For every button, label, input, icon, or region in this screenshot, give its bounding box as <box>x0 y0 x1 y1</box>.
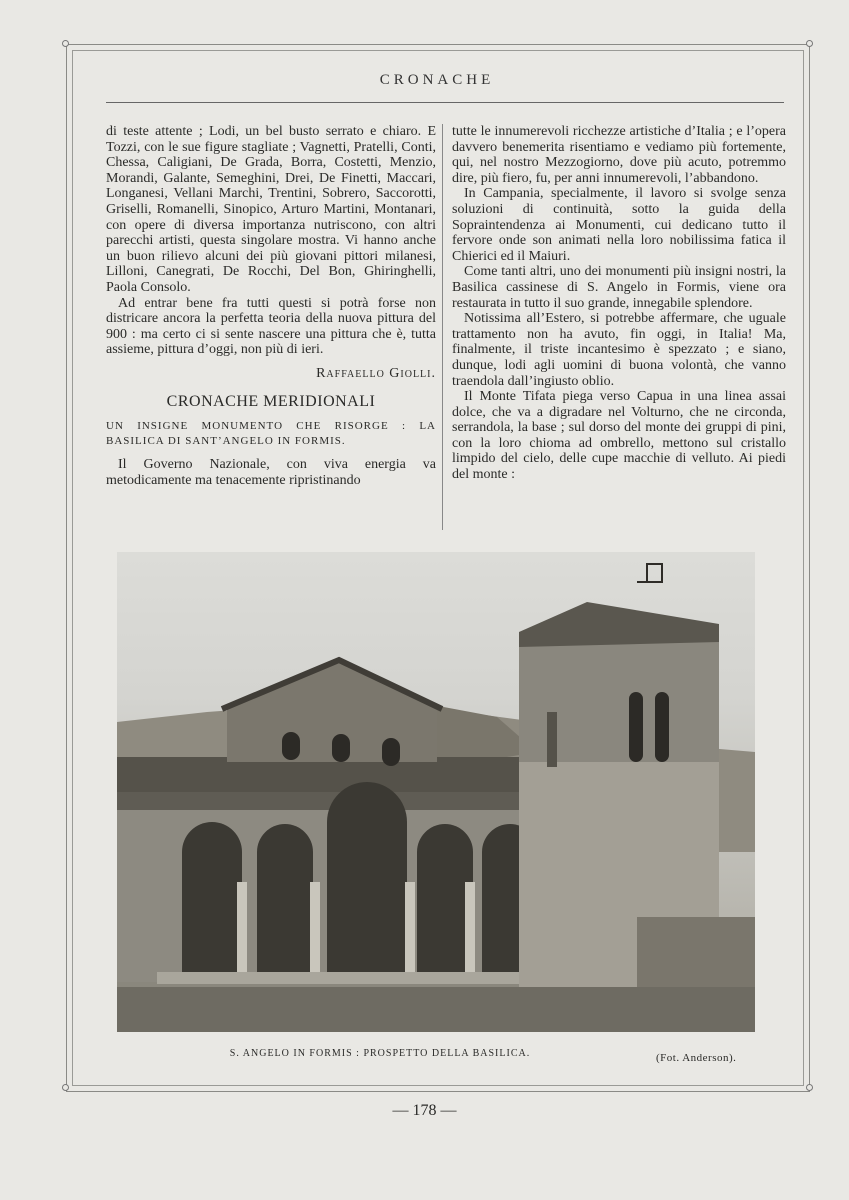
corner-ornament <box>806 40 813 47</box>
paragraph: Notissima all’Estero, si potrebbe affermare, che uguale trattamento non ha avuto, fin oggi, in Italia! Ma, finalmente, il triste incantesimo è spezzato ; e siano, dunque, lodi agli uomini di buona volontà, che vanno traendola dall’ingiusto oblio. <box>452 311 786 389</box>
header-rule <box>106 102 784 103</box>
author-signature: Raffaello Giolli. <box>316 365 436 381</box>
paragraph: di teste attente ; Lodi, un bel busto serrato e chiaro. E Tozzi, con le sue figure stagliate ; Vagnetti, Pratelli, Conti, Chessa, Caligiani, De Grada, Borra, Costetti, Menzio, Morandi, Galante, Semeghini, Drei, De Finetti, Maccari, Longanesi, Vellani Marchi, Trentini, Sobrero, Saccorotti, Griselli, Romanelli, Sinopico, Arturo Martini, Montanari, con opere di diversa importanza nutriscono, con altri parecchi artisti, questa singolare mostra. Vi hanno anche un buon rilievo alcuni dei più giovani pittori milanesi, Lilloni, Canegrati, De Rocchi, Del Bon, Ghiringhelli, Paola Consolo. <box>106 124 436 295</box>
section-subtitle: UN INSIGNE MONUMENTO CHE RISORGE : LA BASILICA DI SANT’ANGELO IN FORMIS. <box>106 420 436 448</box>
corner-ornament <box>806 1084 813 1091</box>
running-header: CRONACHE <box>379 72 495 88</box>
paragraph: Come tanti altri, uno dei monumenti più insigni nostri, la Basilica cassinese di S. Angelo in Formis, viene ora restaurata in tutto il suo grande, innegabile splendore. <box>452 264 786 311</box>
left-column <box>106 124 436 488</box>
paragraph: tutte le innumerevoli ricchezze artistiche d’Italia ; e l’opera davvero benemerita risentiamo e vediamo più fortemente, qui, nel nostro Mezzogiorno, dove più acuto, potremmo dire, più fiero, fu, per anni innumerevoli, l’abbandono. <box>452 124 786 186</box>
column-divider <box>442 124 443 530</box>
paragraph: Il Monte Tifata piega verso Capua in una linea assai dolce, che va a digradare nel Volturno, che ne circonda, serrandola, la base ; sul dorso del monte dei gruppi di pini, con la loro chioma ad ombrello, mettono sul cristallo limpido del cielo, delle cupe macchie di velluto. Ai piedi del monte : <box>452 389 786 483</box>
paragraph: Il Governo Nazionale, con viva energia va metodicamente ma tenacemente ripristinando <box>106 457 436 488</box>
right-column <box>452 124 786 483</box>
caption-text: S. ANGELO IN FORMIS : PROSPETTO DELLA BASILICA. <box>229 1048 531 1059</box>
basilica-photograph <box>117 552 755 1032</box>
photo-credit: (Fot. Anderson). <box>656 1052 737 1064</box>
section-title: CRONACHE MERIDIONALI <box>166 392 376 410</box>
page-number: — 178 — <box>392 1102 457 1119</box>
corner-ornament <box>62 40 69 47</box>
paragraph: In Campania, specialmente, il lavoro si svolge senza soluzioni di continuità, sotto la guida della Sopraintendenza ai Monumenti, cui dedicano tutto il fervore onde son animati nella loro nobilissima fatica il Chierici ed il Maiuri. <box>452 186 786 264</box>
corner-ornament <box>62 1084 69 1091</box>
paragraph: Ad entrar bene fra tutti questi si potrà forse non districare ancora la perfetta teoria della nuova pittura del 900 : ma certo ci si sente nascere una pittura che è, tutta assieme, pittura d’oggi, non più di ieri. <box>106 295 436 358</box>
